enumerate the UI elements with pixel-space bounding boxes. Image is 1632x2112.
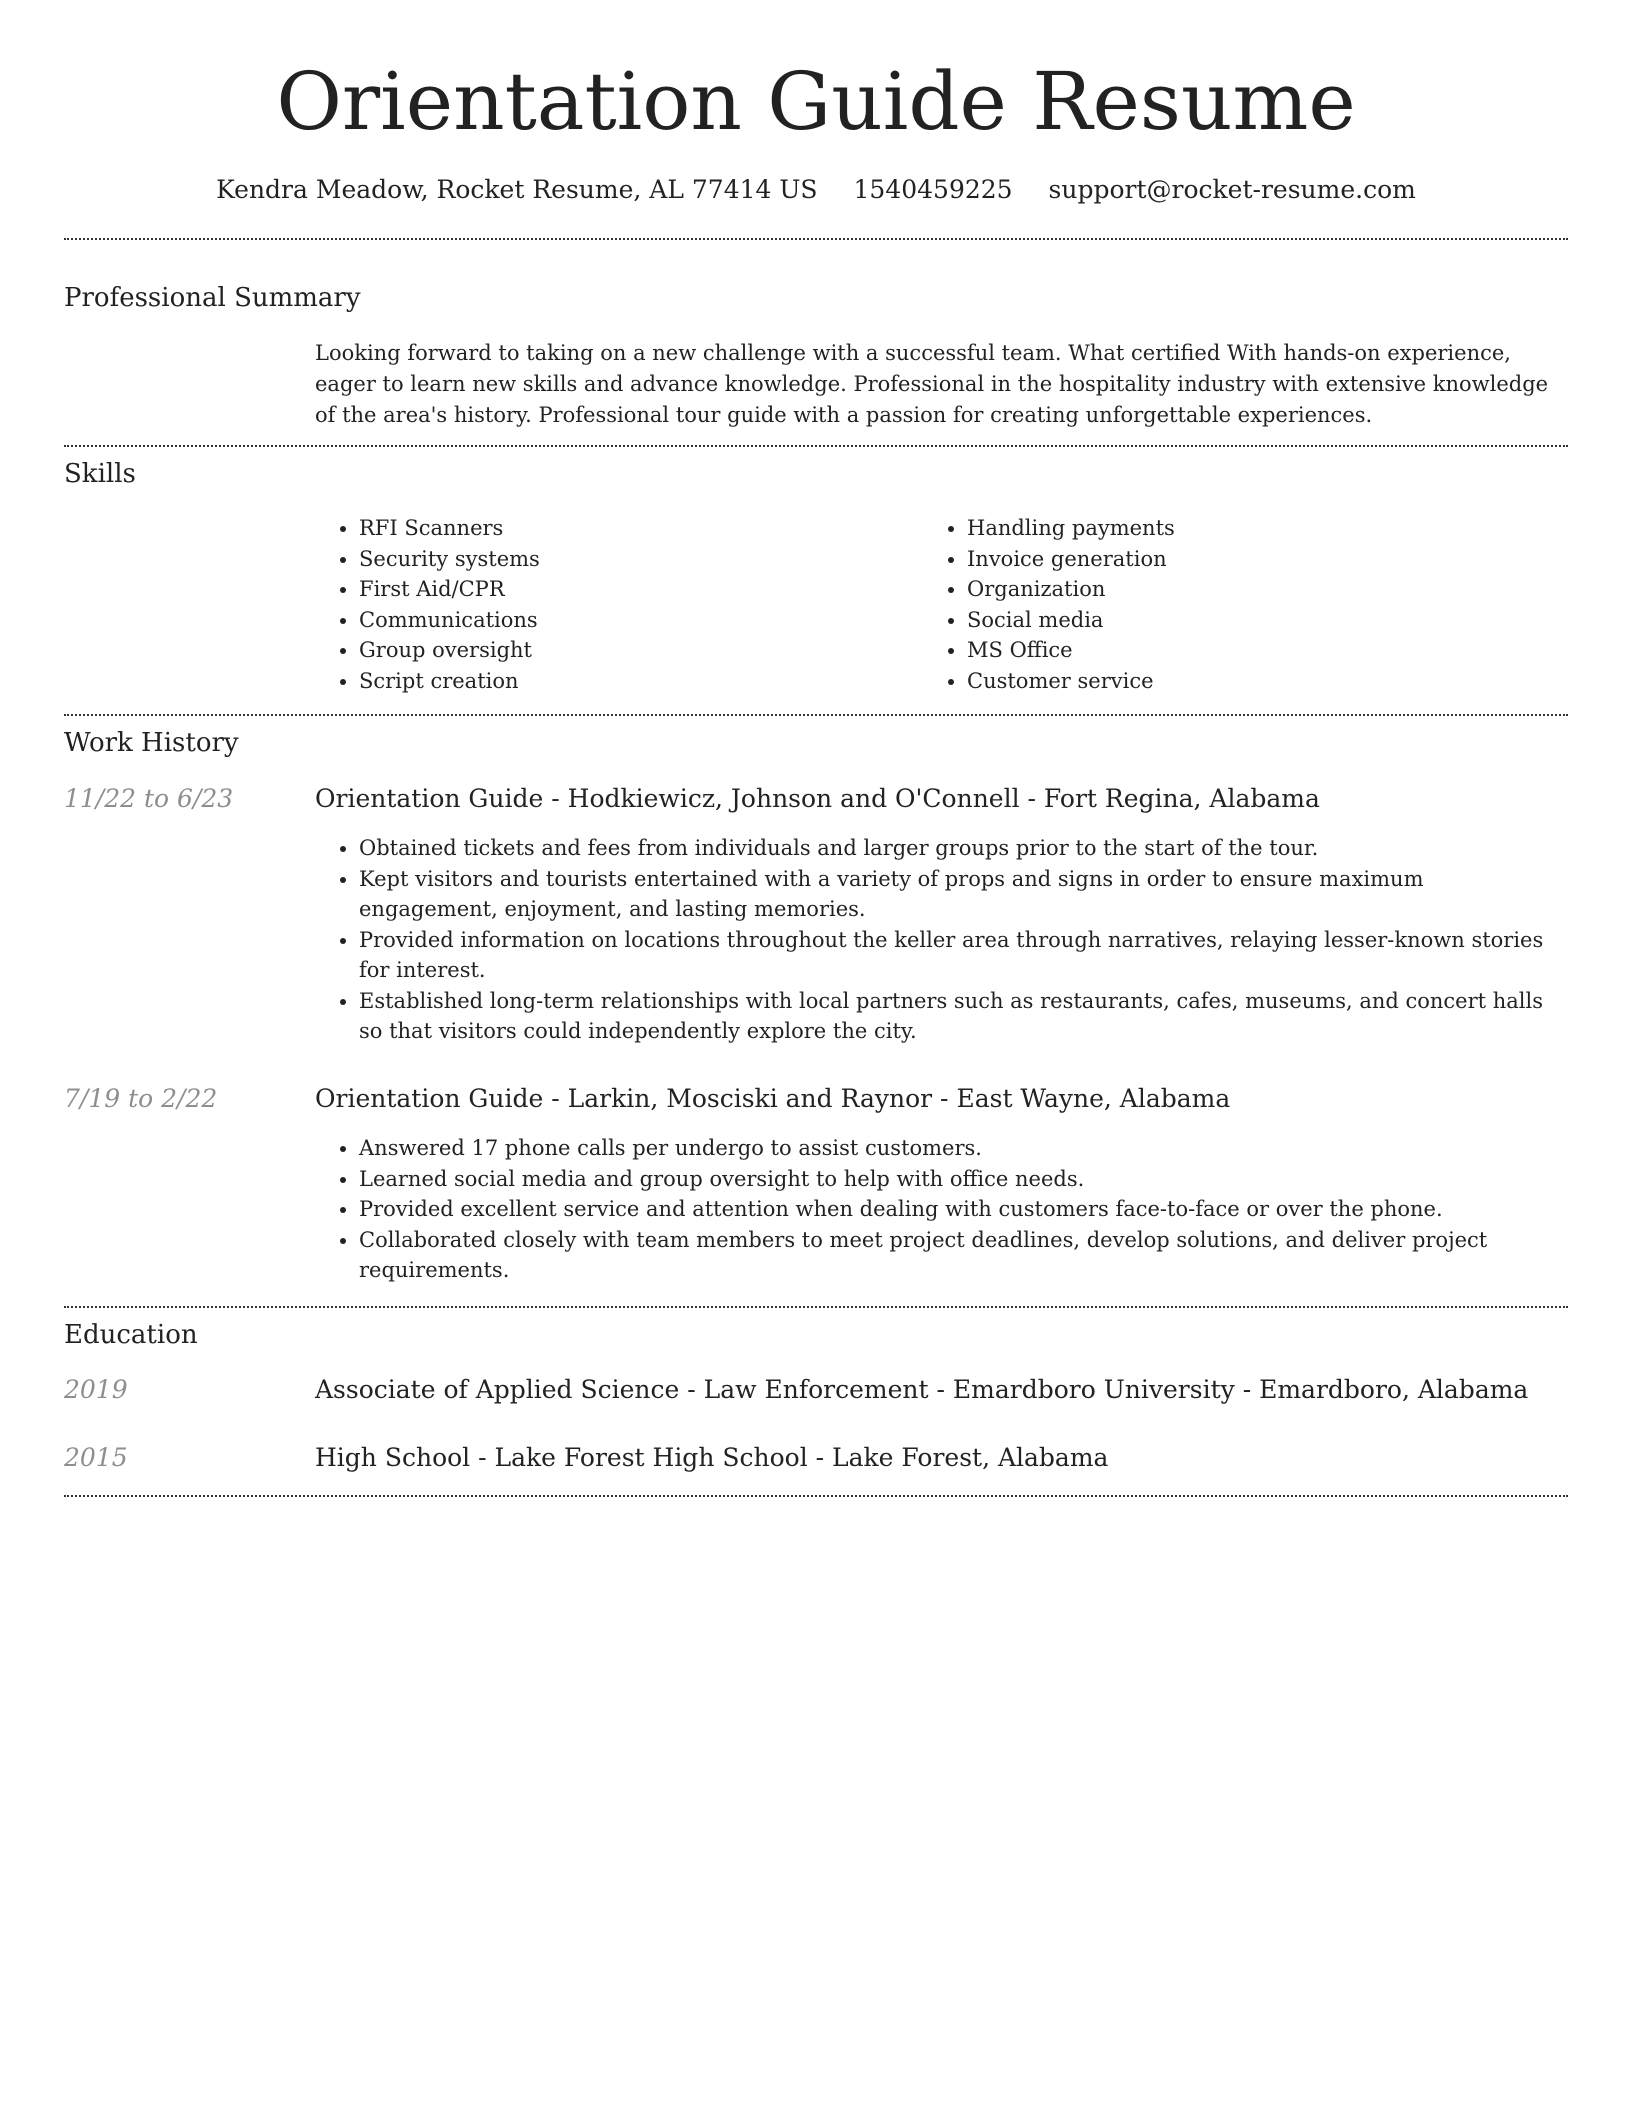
skill-item: • Customer service	[967, 666, 1523, 697]
section-divider	[64, 238, 1568, 240]
skill-item: • First Aid/CPR	[359, 574, 915, 605]
skill-item: • Group oversight	[359, 635, 915, 666]
skill-item: • MS Office	[967, 635, 1523, 666]
job-title: Orientation Guide - Hodkiewicz, Johnson and O'Connell - Fort Regina, Alabama	[315, 784, 1320, 813]
skill-item: • RFI Scanners	[359, 513, 915, 544]
job-bullet: • Provided excellent service and attention when dealing with customers face-to-face or over the phone.	[359, 1194, 1565, 1225]
job-bullet: • Obtained tickets and fees from individuals and larger groups prior to the start of the tour.	[359, 833, 1565, 864]
section-divider	[64, 445, 1568, 447]
skill-item: • Handling payments	[967, 513, 1523, 544]
job-bullet: • Established long-term relationships with local partners such as restaurants, cafes, museums, and concert halls so that visitors could independently explore the city.	[359, 986, 1565, 1047]
section-divider	[64, 1306, 1568, 1308]
contact-address: Kendra Meadow, Rocket Resume, AL 77414 US	[216, 175, 818, 204]
summary-text: Looking forward to taking on a new challenge with a successful team. What certified With hands-on experience, eager to learn new skills and advance knowledge. Professional in the hospitality industry with extensive knowledge of the area's history. Professional tour guide with a passion for creating unforgettable experiences.	[315, 341, 1549, 427]
job-bullets	[315, 1133, 1565, 1286]
contact-phone: 1540459225	[853, 175, 1013, 204]
skill-item: • Organization	[967, 574, 1523, 605]
skills-list-left	[315, 513, 915, 696]
page-title: Orientation Guide Resume	[276, 55, 1356, 148]
education-entry: High School - Lake Forest High School - Lake Forest, Alabama	[315, 1443, 1109, 1472]
job-dates: 11/22 to 6/23	[64, 784, 234, 813]
job-title: Orientation Guide - Larkin, Mosciski and Raynor - East Wayne, Alabama	[315, 1084, 1231, 1113]
skill-item: • Script creation	[359, 666, 915, 697]
education-year: 2019	[64, 1375, 128, 1404]
job-bullets	[315, 833, 1565, 1047]
skill-item: • Invoice generation	[967, 544, 1523, 575]
work-heading: Work History	[64, 728, 239, 758]
job-bullet: • Kept visitors and tourists entertained with a variety of props and signs in order to ensure maximum engagement, enjoyment, and lasting memories.	[359, 864, 1565, 925]
education-entry: Associate of Applied Science - Law Enforcement - Emardboro University - Emardboro, Alabama	[315, 1375, 1529, 1404]
skill-item: • Social media	[967, 605, 1523, 636]
job-dates: 7/19 to 2/22	[64, 1084, 218, 1113]
job-bullet: • Answered 17 phone calls per undergo to assist customers.	[359, 1133, 1565, 1164]
education-year: 2015	[64, 1443, 128, 1472]
section-divider	[64, 714, 1568, 716]
summary-heading: Professional Summary	[64, 283, 361, 313]
contact-email: support@rocket-resume.com	[1048, 175, 1416, 204]
job-bullet: • Learned social media and group oversight to help with office needs.	[359, 1164, 1565, 1195]
job-bullet: • Provided information on locations throughout the keller area through narratives, relaying lesser-known stories for interest.	[359, 925, 1565, 986]
job-bullet: • Collaborated closely with team members to meet project deadlines, develop solutions, and deliver project requirements.	[359, 1225, 1565, 1286]
skills-list-right	[923, 513, 1523, 696]
contact-line	[64, 170, 1568, 210]
skill-item: • Security systems	[359, 544, 915, 575]
education-heading: Education	[64, 1320, 198, 1350]
skills-heading: Skills	[64, 459, 136, 489]
skill-item: • Communications	[359, 605, 915, 636]
section-divider	[64, 1495, 1568, 1497]
